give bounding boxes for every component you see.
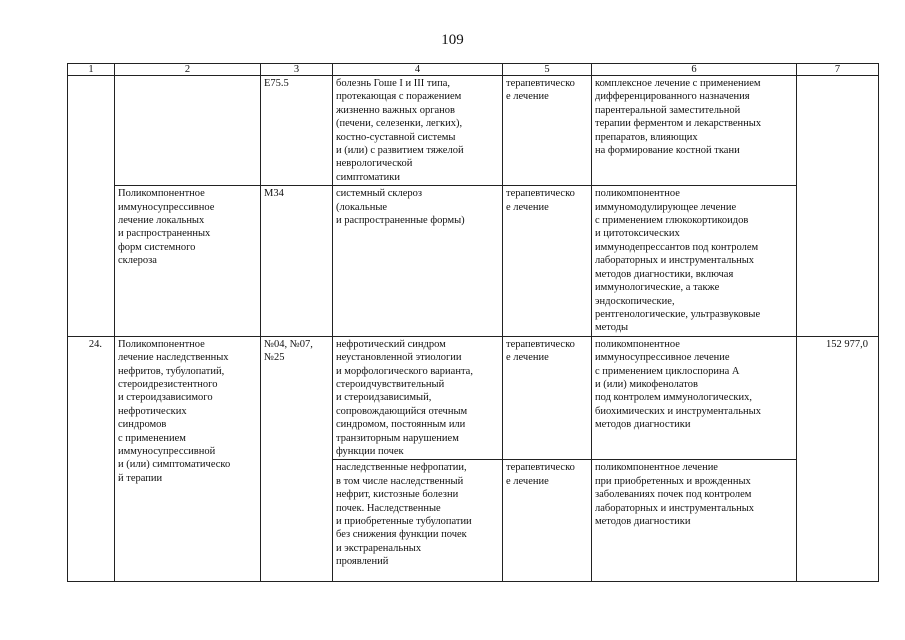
model-cell: нефротический синдром неустановленной этиологии и морфологического варианта, стероидчувствительный и стероидзависимый, сопровождающийся отечным синдромом, постоянным или транзиторным нарушением функции почек bbox=[333, 336, 503, 460]
row-number-cell: 24. bbox=[68, 336, 115, 582]
column-header: 1 bbox=[68, 64, 115, 76]
row-number-cell bbox=[68, 76, 115, 337]
column-header: 7 bbox=[797, 64, 879, 76]
treatment-name-cell bbox=[115, 76, 261, 186]
cost-cell bbox=[797, 76, 879, 337]
table-row bbox=[68, 76, 879, 186]
treatment-name-cell: Поликомпонентное иммуносупрессивное лечение локальных и распространенных форм системного склероза bbox=[115, 186, 261, 336]
method-cell: поликомпонентное иммуномодулирующее лечение с применением глюкокортикоидов и цитотоксических иммунодепрессантов под контролем лабораторных и инструментальных методов диагностики, включая иммунологические, а также эндоскопические, рентгенологические, ультразвуковые методы bbox=[592, 186, 797, 336]
treatment-type-cell: терапевтическо е лечение bbox=[503, 186, 592, 336]
column-header: 5 bbox=[503, 64, 592, 76]
page-number: 109 bbox=[441, 32, 464, 48]
cost-cell: 152 977,0 bbox=[797, 336, 879, 582]
icd-code-cell: M34 bbox=[261, 186, 333, 336]
treatment-type-cell: терапевтическо е лечение bbox=[503, 336, 592, 460]
treatment-type-cell: терапевтическо е лечение bbox=[503, 76, 592, 186]
treatment-type-cell: терапевтическо е лечение bbox=[503, 460, 592, 582]
column-number-row bbox=[68, 64, 879, 76]
method-cell: комплексное лечение с применением дифференцированного назначения парентеральной заместительной терапии ферментом и лекарственных препаратов, влияющих на формирование костной ткани bbox=[592, 76, 797, 186]
icd-code-cell: №04, №07, №25 bbox=[261, 336, 333, 582]
method-cell: поликомпонентное иммуносупрессивное лечение с применением циклоспорина А и (или) микофенолатов под контролем иммунологических, биохимических и инструментальных методов диагностики bbox=[592, 336, 797, 460]
icd-code-cell: E75.5 bbox=[261, 76, 333, 186]
treatment-name-cell: Поликомпонентное лечение наследственных нефритов, тубулопатий, стероидрезистентного и стероидзависимого нефротических синдромов с применением иммуносупрессивной и (или) симптоматическо й терапии bbox=[115, 336, 261, 582]
column-header: 2 bbox=[115, 64, 261, 76]
model-cell: болезнь Гоше I и III типа, протекающая с поражением жизненно важных органов (печени, селезенки, легких), костно-суставной системы и (или) с развитием тяжелой неврологической симптоматики bbox=[333, 76, 503, 186]
method-cell: поликомпонентное лечение при приобретенных и врожденных заболеваниях почек под контролем лабораторных и инструментальных методов диагностики bbox=[592, 460, 797, 582]
services-table bbox=[67, 63, 879, 582]
column-header: 6 bbox=[592, 64, 797, 76]
column-header: 4 bbox=[333, 64, 503, 76]
model-cell: наследственные нефропатии, в том числе наследственный нефрит, кистозные болезни почек. Наследственные и приобретенные тубулопатии без снижения функции почек и экстраренальных проявлений bbox=[333, 460, 503, 582]
model-cell: системный склероз (локальные и распространенные формы) bbox=[333, 186, 503, 336]
table-row bbox=[68, 336, 879, 460]
column-header: 3 bbox=[261, 64, 333, 76]
table-row bbox=[68, 186, 879, 336]
